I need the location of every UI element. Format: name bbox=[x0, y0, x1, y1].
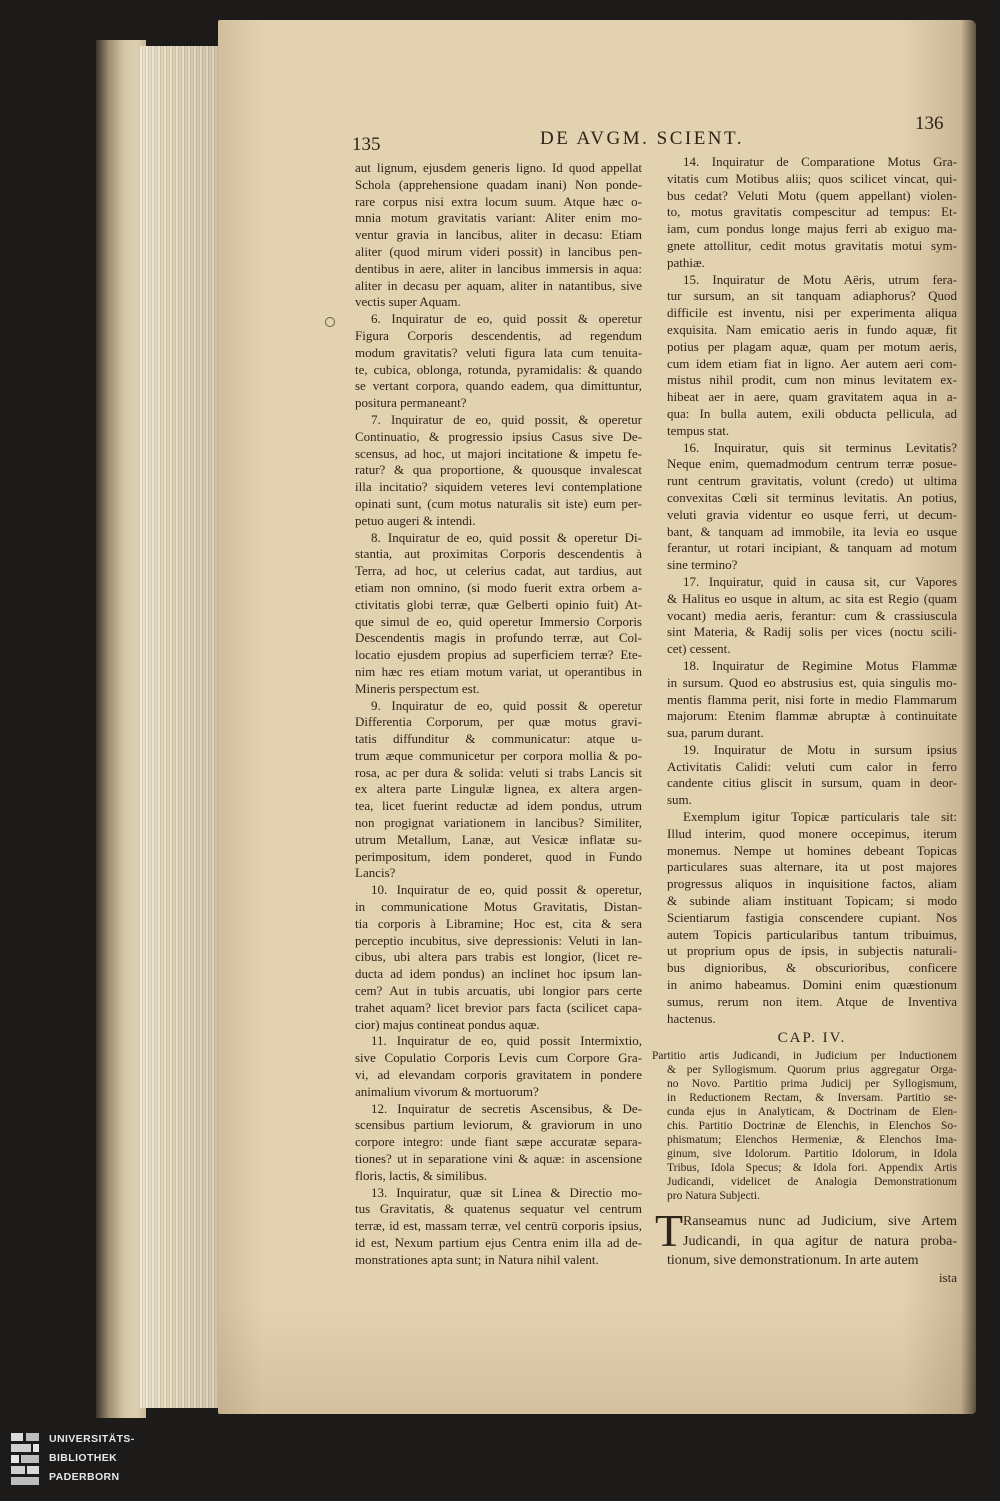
text-line: non progignat variationem in lancibus? Similiter, bbox=[355, 815, 642, 831]
text-line: 8. Inquiratur de eo, quid possit & operetur Di- bbox=[371, 529, 642, 545]
text-line: Judicandi, in qua agitur de natura proba- bbox=[683, 1233, 957, 1249]
paragraph bbox=[667, 742, 957, 809]
text-line: ex altera parte Lingulæ lignea, ex altera argen- bbox=[355, 781, 642, 797]
chapter-opening bbox=[655, 1205, 957, 1271]
text-line: opinati sunt, (cum motus naturalis sit iste) eum per- bbox=[355, 495, 642, 511]
page-block-edges bbox=[140, 46, 220, 1408]
text-line: bus dignioribus, & obscurioribus, conficere bbox=[667, 960, 957, 976]
text-line: sumus, rerum non item. Atque de Inventiva bbox=[667, 993, 957, 1009]
text-line: gnete attollitur, cedit motus gravitatis motui sym- bbox=[667, 237, 957, 253]
text-line: 16. Inquiratur, quis sit terminus Levitatis? bbox=[683, 439, 957, 455]
text-line: qua: In bulla autem, exili obducta pellicula, ad bbox=[667, 405, 957, 421]
text-line: positura permaneant? bbox=[355, 395, 467, 411]
text-line: Neque enim, quemadmodum centrum terræ posue- bbox=[667, 456, 957, 472]
paragraph bbox=[667, 574, 957, 658]
right-text-column bbox=[652, 154, 957, 1285]
text-line: pathiæ. bbox=[667, 254, 705, 270]
text-line: vi, ad elevandam corporis gravitatem in pondere bbox=[355, 1067, 642, 1083]
text-line: Schola (apprehensione quadam inani) Non ponde- bbox=[355, 176, 642, 192]
text-line: tionum, sive demonstrationum. In arte autem bbox=[667, 1253, 919, 1269]
text-line: monemus. Nempe ut homines debeant Topicas bbox=[667, 842, 957, 858]
text-line: locatio ejusdem propius ad superficiem terræ? Ete- bbox=[355, 647, 642, 663]
text-line: majorum: Etenim flammæ abruptæ à continuitate bbox=[667, 708, 957, 724]
text-line: sine termino? bbox=[667, 557, 738, 573]
text-line: ducta ad idem pondus) an inclinet hoc ipsum lan- bbox=[355, 966, 642, 982]
text-line: utrum Metallum, Lanæ, aut Vesicæ inflatæ su- bbox=[355, 831, 642, 847]
text-line: 19. Inquiratur de Motu in sursum ipsius bbox=[683, 741, 957, 757]
text-line: vitatis cum Motibus aliis; quos scilicet vincat, qui- bbox=[667, 170, 957, 186]
paragraph bbox=[355, 530, 642, 698]
text-line: Terra, ad hoc, ut celerius cadat, aut tardius, aut bbox=[355, 563, 642, 579]
paragraph bbox=[355, 1033, 642, 1100]
paragraph bbox=[667, 440, 957, 574]
text-line: corpore integro: unde fiant sæpe accuratæ separa- bbox=[355, 1134, 642, 1150]
text-line: Continuatio, & progressio ipsius Casus sive De- bbox=[355, 428, 642, 444]
text-line: mnia motum gravitatis variant: Aliter enim mo- bbox=[355, 210, 642, 226]
text-line: progressus aliquos in inquisitione factos, aliam bbox=[667, 876, 957, 892]
text-line: 12. Inquiratur de secretis Ascensibus, & De- bbox=[371, 1100, 642, 1116]
text-line: in sursum. Quod eo abstrusius est, quia singulis mo- bbox=[667, 674, 957, 690]
text-line: 14. Inquiratur de Comparatione Motus Gra- bbox=[683, 154, 957, 169]
drop-cap-initial: T bbox=[655, 1205, 684, 1257]
text-line: sua, parum durant. bbox=[667, 725, 764, 741]
text-line: 17. Inquiratur, quid in causa sit, cur Vapores bbox=[683, 573, 957, 589]
library-logo-icon bbox=[9, 1431, 41, 1489]
text-line: chis. Partitio Doctrinæ de Elenchis, in Elenchos So- bbox=[667, 1120, 957, 1133]
logo-line-1: UNIVERSITÄTS- bbox=[49, 1433, 135, 1445]
text-line: in communicatione Motus Gravitatis, Distan- bbox=[355, 899, 642, 915]
right-paragraphs bbox=[667, 154, 957, 1027]
text-line: pro Natura Subjecti. bbox=[667, 1190, 760, 1203]
text-line: in animo habeamus. Domini enim quæstionum bbox=[667, 977, 957, 993]
text-line: convexitas Cœli sit terminus levitatis. An potius, bbox=[667, 489, 957, 505]
text-line: Activitatis Calidi: veluti cum calor in ferro bbox=[667, 758, 957, 774]
paragraph bbox=[355, 412, 642, 530]
text-line: illa incitatio? siquidem veteres levi contemplatione bbox=[355, 479, 642, 495]
paragraph bbox=[667, 809, 957, 1027]
text-line: Descendentis magis in profundo terræ, aut Col- bbox=[355, 630, 642, 646]
text-line: te, cubica, oblonga, rotunda, pyramidalis: & quando bbox=[355, 361, 642, 377]
margin-ring-mark bbox=[325, 317, 335, 327]
text-line: perimpositum, idem ponderet, quod in Fundo bbox=[355, 848, 642, 864]
text-line: hactenus. bbox=[667, 1010, 716, 1026]
text-line: aliter in decasu per aquam, aliter in natantibus, sive bbox=[355, 277, 642, 293]
text-line: 9. Inquiratur de eo, quid possit & operetur bbox=[371, 697, 642, 713]
text-line: terræ, id est, massam terræ, vel centrū corporis ipsius, bbox=[355, 1218, 642, 1234]
text-line: to, motus gravitatis compescitur ad tempus: Et- bbox=[667, 204, 957, 220]
text-line: trahet aquam? licet brevior pars facta (scilicet capa- bbox=[355, 999, 642, 1015]
text-line: tea, licet fuerint reductæ ad idem pondus, utrum bbox=[355, 798, 642, 814]
logo-line-3: PADERBORN bbox=[49, 1471, 120, 1483]
text-line: vocant) media aeris, ferantur: cum & crassiuscula bbox=[667, 607, 957, 623]
text-line: & Halitus eo usque in altum, ac sita est Regio (quam bbox=[667, 590, 957, 606]
text-line: Partitio artis Judicandi, in Judicium per Inductionem bbox=[652, 1050, 957, 1063]
text-line: cum idem etiam fiat in ligno. Aer autem aeri com- bbox=[667, 355, 957, 371]
text-line: 6. Inquiratur de eo, quid possit & operetur bbox=[371, 311, 642, 327]
text-line: tempus stat. bbox=[667, 422, 730, 438]
text-line: runt centrum gravitatis, volunt (credo) ut ultima bbox=[667, 473, 957, 489]
text-line: rare corpus nisi extra locum suum. Atque hæc o- bbox=[355, 193, 642, 209]
text-line: veluti gravia videntur eo usque ferri, ut decum- bbox=[667, 506, 957, 522]
text-line: scensus, ad hoc, ut majori incitatione & impetu fe- bbox=[355, 445, 642, 461]
text-line: id est, Nexum partium ejus Centra enim illa ad de- bbox=[355, 1235, 642, 1250]
text-line: autem Topicis particularibus tantum tribuimus, bbox=[667, 926, 957, 942]
text-line: bus cedat? Veluti Motu (quem appellant) violen- bbox=[667, 187, 957, 203]
catchword: ista bbox=[938, 1269, 957, 1285]
left-text-column bbox=[355, 160, 642, 1269]
text-line: que simul de eo, quid operetur Immersio Corporis bbox=[355, 613, 642, 629]
text-line: iam, cum pondus longe majus ferri ab exiguo ma- bbox=[667, 221, 957, 237]
text-line: perceptio incubitus, sive depressionis: Veluti in lan- bbox=[355, 932, 642, 948]
text-line: monstrationes apta sunt; in Natura nihil valent. bbox=[355, 1251, 599, 1267]
text-line: mentis flamma perit, nisi forte in medio Flammarum bbox=[667, 691, 957, 707]
text-line: floris, lactis, & similibus. bbox=[355, 1167, 488, 1183]
text-line: particulares suas alternare, ita ut post majores bbox=[667, 859, 957, 875]
text-line: sum. bbox=[667, 792, 692, 808]
text-line: rosa, ac per dura & solida: veluti si trabs Lancis sit bbox=[355, 764, 642, 780]
text-line: dentibus in aere, aliter in lancibus immersis in aqua: bbox=[355, 260, 642, 276]
text-line: sive Copulatio Corporis Levis cum Corpore Gra- bbox=[355, 1050, 642, 1066]
text-line: ginum, sive Idolorum. Partitio Idolorum, in Idola bbox=[667, 1148, 957, 1161]
text-line: nim hæc res etiam motum variat, ut operantibus in bbox=[355, 663, 642, 679]
text-line: stantia, aut proximitas Corporis descendentis à bbox=[355, 546, 642, 562]
text-line: tia corporis à Libramine; Hoc est, cita & sera bbox=[355, 915, 642, 931]
text-line: tatis diffunditur & communicatur: atque u- bbox=[355, 731, 642, 747]
book-cover-edge bbox=[96, 40, 146, 1418]
text-line: ratur? & qua proportione, & quousque invalescat bbox=[355, 462, 642, 478]
page-number-left: 135 bbox=[352, 134, 381, 155]
text-line: Lancis? bbox=[355, 865, 396, 881]
text-line: cior) majus contineat pondus aquæ. bbox=[355, 1016, 540, 1032]
text-line: Differentia Corporum, per quæ motus gravi- bbox=[355, 714, 642, 730]
chapter-heading: CAP. IV. bbox=[777, 1030, 847, 1047]
chapter-summary bbox=[652, 1049, 957, 1203]
text-line: Judicandi, videlicet de Analogia Demonstrationum bbox=[667, 1176, 957, 1189]
text-line: animalium vivorum & mortuorum? bbox=[355, 1083, 539, 1099]
text-line: Figura Corporis descendentis, ad regendum bbox=[355, 327, 642, 343]
text-line: Scientiarum fastigia conscendere cupiant. Nos bbox=[667, 909, 957, 925]
text-line: scensibus partium leviorum, & graviorum in uno bbox=[355, 1117, 642, 1133]
text-line: tur sursum, an sit tanquam adiaphorus? Quod bbox=[667, 288, 957, 304]
text-line: petuo augeri & intendi. bbox=[355, 512, 476, 528]
text-line: candente citius gliscit in sursum, quam in deor- bbox=[667, 775, 957, 791]
text-line: cem? Aut in tubis arcuatis, ubi longior pars certe bbox=[355, 983, 642, 999]
text-line: sint Materia, & Radij solis per vices (noctu scili- bbox=[667, 624, 957, 640]
paragraph bbox=[667, 658, 957, 742]
text-line: Mineris perspectum est. bbox=[355, 680, 480, 696]
text-line: aut lignum, ejusdem generis ligno. Id quod appellat bbox=[355, 160, 642, 175]
text-line: hibeat aer in aere, quam gravitatem aqua in a- bbox=[667, 389, 957, 405]
text-line: cibus, ubi altera pars trabis est longior, (licet re- bbox=[355, 949, 642, 965]
text-line: potius per plagam aquæ, quam per motum aeris, bbox=[667, 338, 957, 354]
text-line: mistus nihil prodit, cum non minus levitatem ex- bbox=[667, 372, 957, 388]
paragraph bbox=[667, 154, 957, 272]
text-line: se vertant corpora, quando eadem, qua dimittuntur, bbox=[355, 378, 642, 394]
text-line: Illud interim, quod monere occepimus, iterum bbox=[667, 825, 957, 841]
text-line: cet) cessent. bbox=[667, 641, 731, 657]
text-line: 15. Inquiratur de Motu Aëris, utrum fera- bbox=[683, 271, 957, 287]
library-logo-text bbox=[49, 1430, 135, 1487]
text-line: trum æque communicetur per corpora mollia & po- bbox=[355, 747, 642, 763]
text-line: ut proprium opus de ipsis, in subjectis naturali- bbox=[667, 943, 957, 959]
text-line: no Novo. Partitio prima Judicij per Syllogismum, bbox=[667, 1078, 957, 1091]
text-line: 13. Inquiratur, quæ sit Linea & Directio mo- bbox=[371, 1184, 642, 1200]
text-line: Ranseamus nunc ad Judicium, sive Artem bbox=[683, 1214, 957, 1230]
text-line: aliter (quod mirum videri possit) in lancibus pen- bbox=[355, 243, 642, 259]
text-line: bant, & tanquam ad immobile, ita levia eo usque bbox=[667, 523, 957, 539]
text-line: ferantur, ut rotari incipiant, & tanquam ad motum bbox=[667, 540, 957, 556]
paragraph bbox=[355, 1185, 642, 1269]
text-line: 18. Inquiratur de Regimine Motus Flammæ bbox=[683, 657, 957, 673]
text-line: ctivitatis globi terræ, quæ Gelberti opinio fuit) At- bbox=[355, 596, 642, 612]
paragraph bbox=[355, 698, 642, 883]
text-line: vectis super Aquam. bbox=[355, 294, 461, 310]
running-title: DE AVGM. SCIENT. bbox=[540, 128, 744, 149]
paragraph bbox=[355, 882, 642, 1033]
text-line: tus Gravitatis, & quatenus sequatur vel centrum bbox=[355, 1201, 642, 1217]
text-line: modum gravitatis? veluti figura lata cum tenuita- bbox=[355, 344, 642, 360]
text-line: tiones? ut in separatione vini & aquæ: in ascensione bbox=[355, 1151, 642, 1167]
paragraph bbox=[355, 311, 642, 412]
text-line: Tribus, Idola Specus; & Idola fori. Appendix Artis bbox=[667, 1162, 957, 1175]
text-line: 10. Inquiratur de eo, quid possit & operetur, bbox=[371, 882, 642, 898]
text-line: & subinde aliam instituant Topicam; si modo bbox=[667, 893, 957, 909]
text-line: 11. Inquiratur de eo, quid possit Intermixtio, bbox=[371, 1033, 642, 1049]
text-line: etiam non omnino, (si modo fuerit extra orbem a- bbox=[355, 579, 642, 595]
logo-line-2: BIBLIOTHEK bbox=[49, 1452, 118, 1464]
paragraph bbox=[355, 1101, 642, 1185]
text-line: exquisita. Nam emicatio aeris in fundo aquæ, fit bbox=[667, 321, 957, 337]
text-line: cunda ejus in Analyticam, & Doctrinam de Elen- bbox=[667, 1106, 957, 1119]
paragraph bbox=[667, 272, 957, 440]
text-line: Exemplum igitur Topicæ particularis tale sit: bbox=[683, 809, 957, 825]
paragraph bbox=[355, 160, 642, 311]
text-line: & per Syllogismum. Quorum prius aggregatur Orga- bbox=[667, 1064, 957, 1077]
text-line: ventur gravia in lancibus, aliter in decasu: Etiam bbox=[355, 227, 642, 243]
text-line: phismatum; Elenchos Hermeniæ, & Elenchos Ima- bbox=[667, 1134, 957, 1147]
opening-lines bbox=[667, 1212, 957, 1271]
text-line: difficile est inventu, nisi per experimenta aliqua bbox=[667, 305, 957, 321]
text-line: in Reductionem Rectam, & Inversam. Partitio se- bbox=[667, 1092, 957, 1105]
text-line: 7. Inquiratur de eo, quid possit, & operetur bbox=[371, 411, 642, 427]
page-number-right: 136 bbox=[915, 113, 944, 134]
